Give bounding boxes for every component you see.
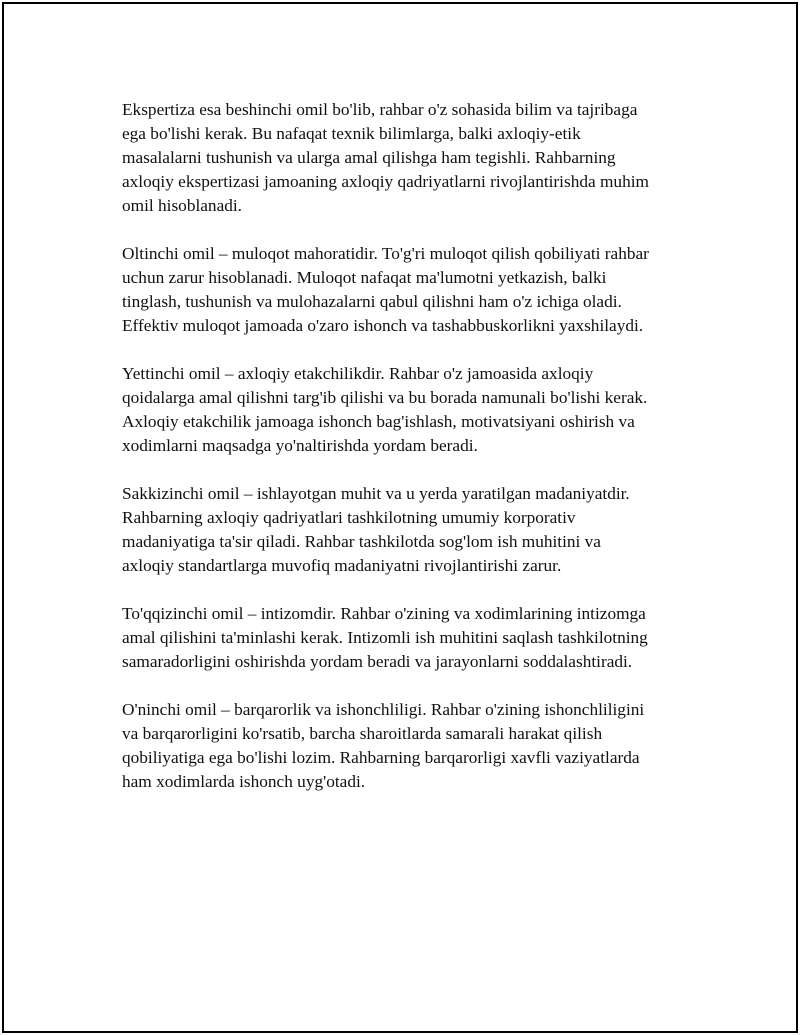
- text-line: masalalarni tushunish va ularga amal qilishga ham tegishli. Rahbarning: [122, 148, 616, 167]
- text-line: va barqarorligini ko'rsatib, barcha sharoitlarda samarali harakat qilish: [122, 724, 603, 743]
- text-line: Oltinchi omil – muloqot mahoratidir. To'g'ri muloqot qilish qobiliyati rahbar: [122, 244, 649, 263]
- text-line: xodimlarni maqsadga yo'naltirishda yordam beradi.: [122, 436, 478, 455]
- text-line: O'ninchi omil – barqarorlik va ishonchliligi. Rahbar o'zining ishonchliligini: [122, 700, 645, 719]
- text-line: Axloqiy etakchilik jamoaga ishonch bag'ishlash, motivatsiyani oshirish va: [122, 412, 635, 431]
- paragraph-discipline: [122, 602, 702, 674]
- page-frame: [2, 2, 798, 1033]
- text-line: Ekspertiza esa beshinchi omil bo'lib, rahbar o'z sohasida bilim va tajribaga: [122, 100, 638, 119]
- text-line: ham xodimlarda ishonch uyg'otadi.: [122, 772, 366, 791]
- text-line: qoidalarga amal qilishni targ'ib qilishi va bu borada namunali bo'lishi kerak.: [122, 388, 648, 407]
- text-line: madaniyatiga ta'sir qiladi. Rahbar tashkilotda sog'lom ish muhitini va: [122, 532, 601, 551]
- document-body: [122, 98, 702, 818]
- text-line: axloqiy standartlarga muvofiq madaniyatni rivojlantirishi zarur.: [122, 556, 562, 575]
- text-line: qobiliyatiga ega bo'lishi lozim. Rahbarning barqarorligi xavfli vaziyatlarda: [122, 748, 640, 767]
- text-line: axloqiy ekspertizasi jamoaning axloqiy qadriyatlarni rivojlantirishda muhim: [122, 172, 649, 191]
- text-line: tinglash, tushunish va mulohazalarni qabul qilishni ham o'z ichiga oladi.: [122, 292, 622, 311]
- text-line: Sakkizinchi omil – ishlayotgan muhit va u yerda yaratilgan madaniyatdir.: [122, 484, 630, 503]
- text-line: samaradorligini oshirishda yordam beradi va jarayonlarni soddalashtiradi.: [122, 652, 633, 671]
- paragraph-work-environment: [122, 482, 702, 578]
- text-line: uchun zarur hisoblanadi. Muloqot nafaqat ma'lumotni yetkazish, balki: [122, 268, 607, 287]
- text-line: To'qqizinchi omil – intizomdir. Rahbar o'zining va xodimlarining intizomga: [122, 604, 646, 623]
- paragraph-expertise: [122, 98, 702, 218]
- paragraph-stability: [122, 698, 702, 794]
- text-line: Effektiv muloqot jamoada o'zaro ishonch va tashabbuskorlikni yaxshilaydi.: [122, 316, 644, 335]
- text-line: amal qilishini ta'minlashi kerak. Intizomli ish muhitini saqlash tashkilotning: [122, 628, 648, 647]
- text-line: ega bo'lishi kerak. Bu nafaqat texnik bilimlarga, balki axloqiy-etik: [122, 124, 581, 143]
- text-line: Yettinchi omil – axloqiy etakchilikdir. Rahbar o'z jamoasida axloqiy: [122, 364, 594, 383]
- paragraph-ethical-leadership: [122, 362, 702, 458]
- text-line: omil hisoblanadi.: [122, 196, 242, 215]
- text-line: Rahbarning axloqiy qadriyatlari tashkilotning umumiy korporativ: [122, 508, 576, 527]
- paragraph-communication: [122, 242, 702, 338]
